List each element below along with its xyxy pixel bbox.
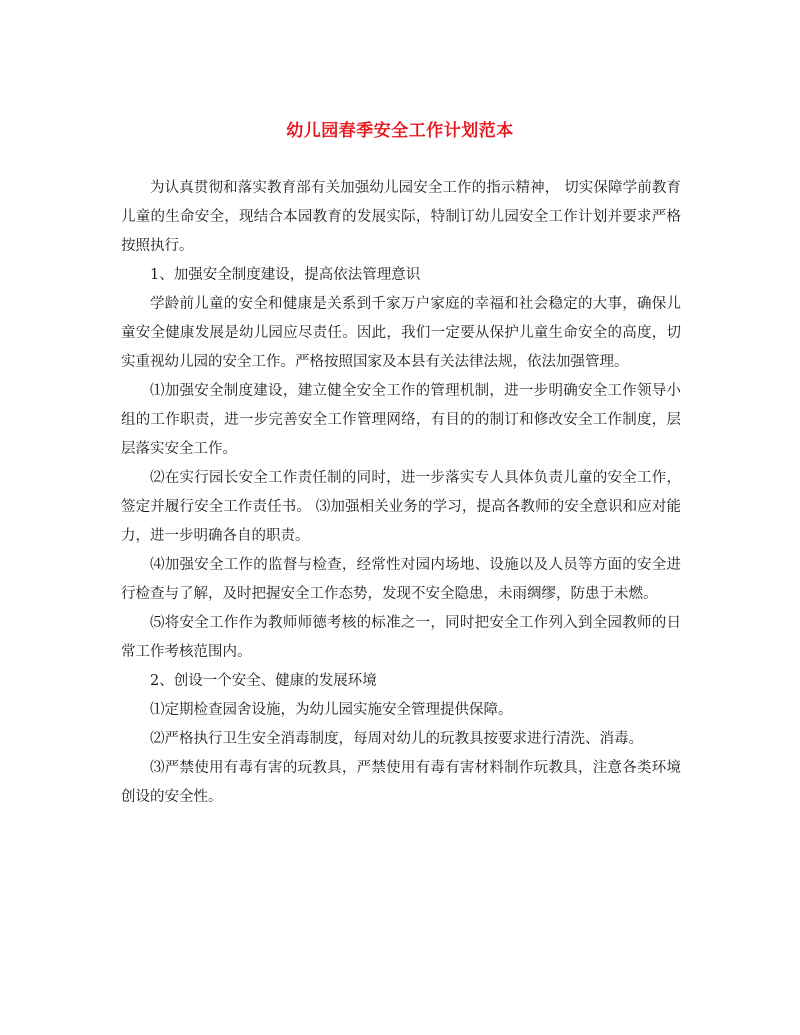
body-paragraph: 学龄前儿童的安全和健康是关系到千家万户家庭的幸福和社会稳定的大事，确保儿童安全健康发展是幼儿园应尽责任。因此，我们一定要从保护儿童生命安全的高度，切实重视幼儿园的安全工作。严格按照国家及本县有关法律法规，依法加强管理。: [121, 296, 681, 370]
section-heading-2: 2、创设一个安全、健康的发展环境: [150, 673, 377, 689]
section-heading-1: 1、加强安全制度建设，提高依法管理意识: [150, 267, 421, 283]
list-item-5: ⑸将安全工作作为教师师德考核的标准之一，同时把安全工作列入到全园教师的日常工作考核范围内。: [121, 615, 681, 660]
list-item-4: ⑷加强安全工作的监督与检查，经常性对园内场地、设施以及人员等方面的安全进行检查与了解，及时把握安全工作态势，发现不安全隐患，未雨绸缪，防患于未燃。: [121, 557, 681, 602]
document-body: [121, 174, 681, 812]
intro-paragraph: 为认真贯彻和落实教育部有关加强幼儿园安全工作的指示精神， 切实保障学前教育儿童的生命安全，现结合本园教育的发展实际，特制订幼儿园安全工作计划并要求严格按照执行。: [121, 180, 681, 254]
list-item-1: ⑴加强安全制度建设，建立健全安全工作的管理机制，进一步明确安全工作领导小组的工作职责，进一步完善安全工作管理网络，有目的的制订和修改安全工作制度，层层落实安全工作。: [121, 383, 681, 457]
list-item-3b: ⑶严禁使用有毒有害的玩教具，严禁使用有毒有害材料制作玩教具，注意各类环境创设的安全性。: [121, 760, 681, 805]
list-item-1b: ⑴定期检查园舍设施，为幼儿园实施安全管理提供保障。: [150, 702, 513, 718]
list-item-2b: ⑵严格执行卫生安全消毒制度，每周对幼儿的玩教具按要求进行清洗、消毒。: [150, 731, 643, 747]
document-title: 幼儿园春季安全工作计划范本: [286, 121, 514, 141]
list-item-2: ⑵在实行园长安全工作责任制的同时，进一步落实专人具体负责儿童的安全工作，签定并履行安全工作责任书。 ⑶加强相关业务的学习，提高各教师的安全意识和应对能力，进一步明确各自的职责。: [121, 470, 681, 544]
